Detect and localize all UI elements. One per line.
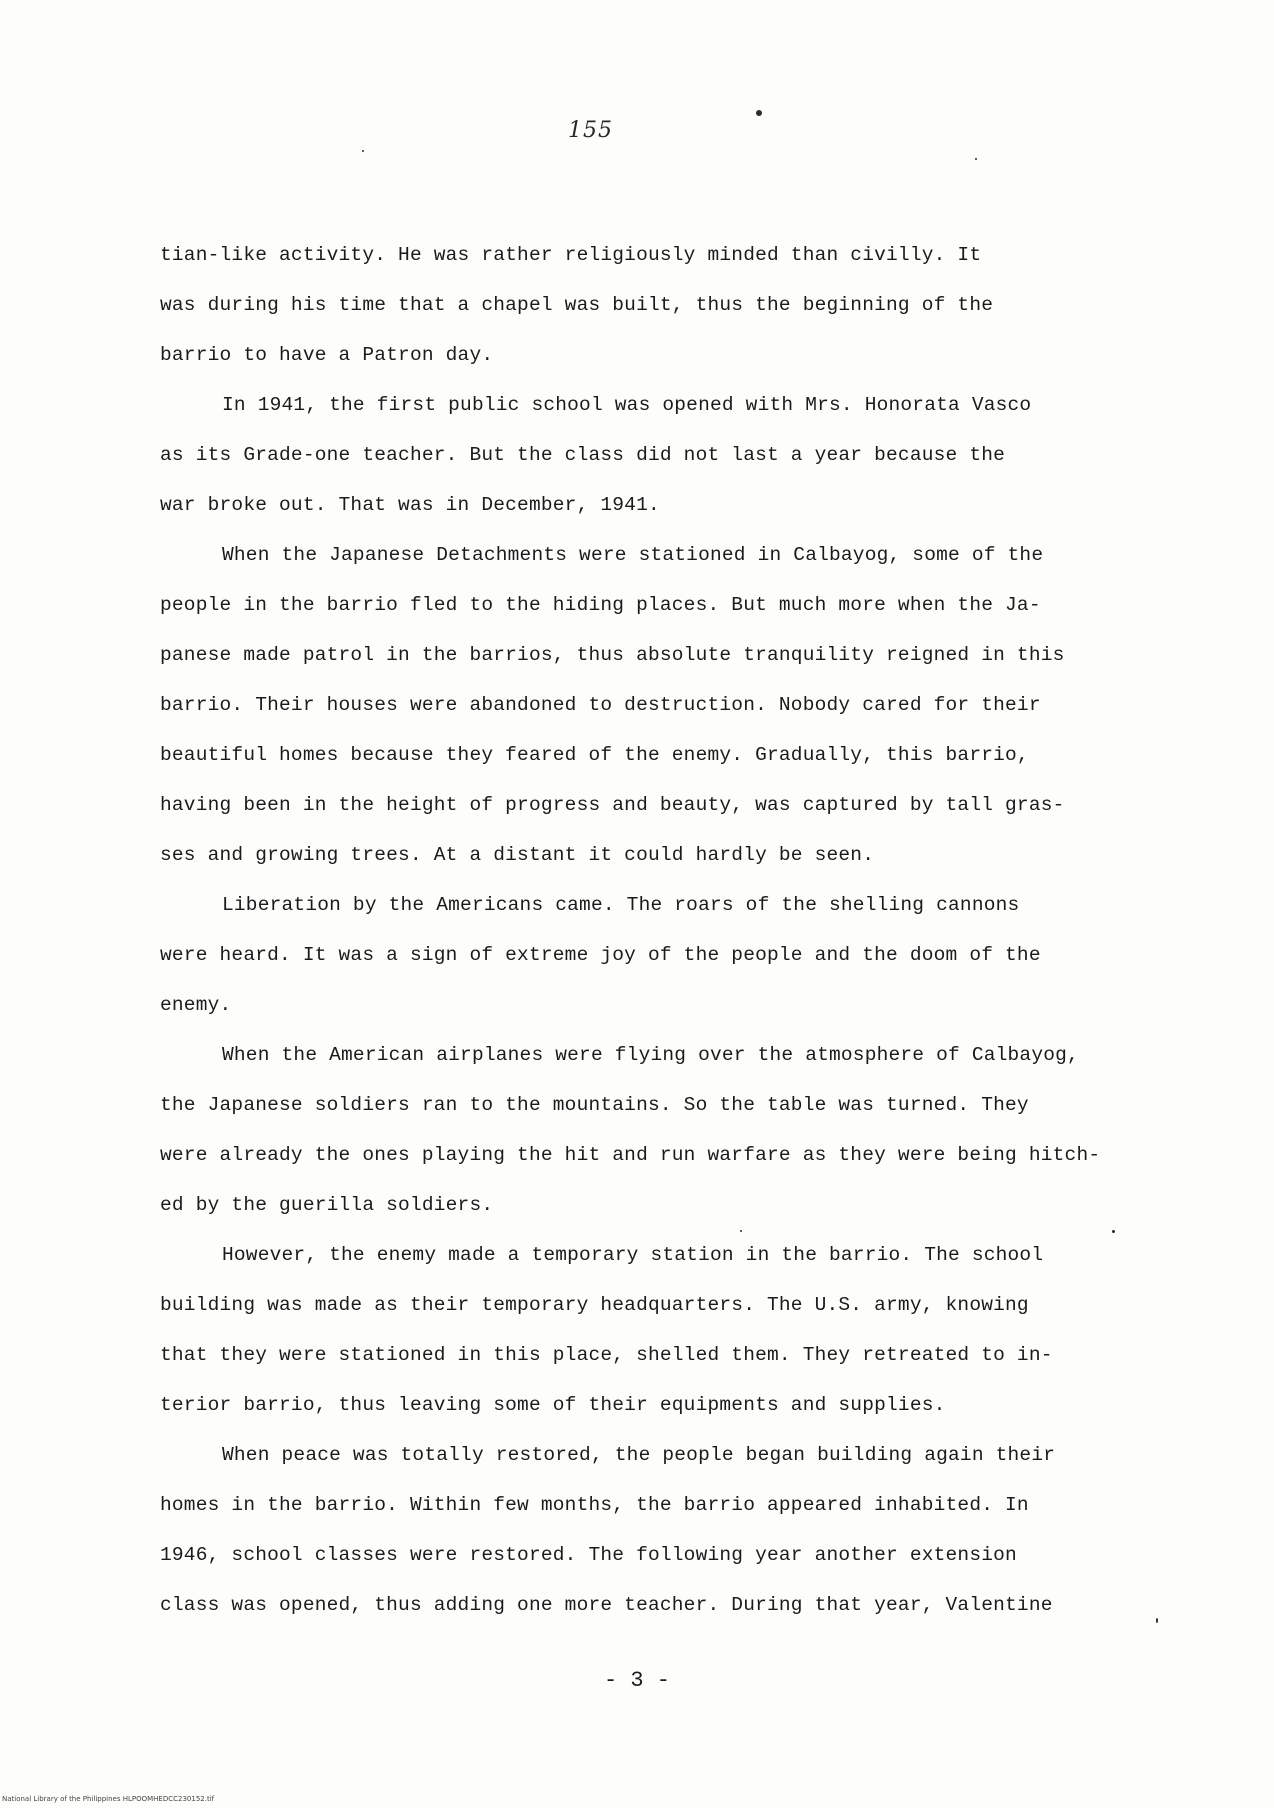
- scan-speck: [1112, 1230, 1115, 1233]
- text-line: the Japanese soldiers ran to the mountains. So the table was turned. They: [160, 1094, 1029, 1116]
- text-line: homes in the barrio. Within few months, the barrio appeared inhabited. In: [160, 1494, 1029, 1516]
- body-text: [160, 230, 1120, 1630]
- text-line: were heard. It was a sign of extreme joy of the people and the doom of the: [160, 944, 1041, 966]
- text-line: panese made patrol in the barrios, thus absolute tranquility reigned in this: [160, 644, 1065, 666]
- scan-footer: National Library of the Philippines HLPOOMHEDCC230152.tif: [2, 1795, 215, 1803]
- text-line: When peace was totally restored, the people began building again their: [222, 1444, 1056, 1466]
- text-line: ed by the guerilla soldiers.: [160, 1194, 494, 1216]
- scan-speck: [1156, 1618, 1158, 1623]
- scan-speck: [362, 150, 364, 152]
- text-line: terior barrio, thus leaving some of their equipments and supplies.: [160, 1394, 946, 1416]
- page-number: - 3 -: [603, 1668, 670, 1693]
- scan-speck: [756, 110, 762, 116]
- text-line: ses and growing trees. At a distant it could hardly be seen.: [160, 844, 875, 866]
- text-line: were already the ones playing the hit and run warfare as they were being hitch-: [160, 1144, 1101, 1166]
- text-line: people in the barrio fled to the hiding places. But much more when the Ja-: [160, 594, 1041, 616]
- text-line: that they were stationed in this place, shelled them. They retreated to in-: [160, 1344, 1053, 1366]
- text-line: In 1941, the first public school was opened with Mrs. Honorata Vasco: [222, 394, 1032, 416]
- scan-speck: [740, 1230, 742, 1232]
- text-line: Liberation by the Americans came. The roars of the shelling cannons: [222, 894, 1020, 916]
- text-line: class was opened, thus adding one more teacher. During that year, Valentine: [160, 1594, 1053, 1616]
- text-line: enemy.: [160, 994, 232, 1016]
- text-line: When the Japanese Detachments were stationed in Calbayog, some of the: [222, 544, 1044, 566]
- text-line: barrio. Their houses were abandoned to destruction. Nobody cared for their: [160, 694, 1041, 716]
- handwritten-page-number: 155: [568, 118, 613, 143]
- text-line: war broke out. That was in December, 1941.: [160, 494, 660, 516]
- text-line: barrio to have a Patron day.: [160, 344, 494, 366]
- text-line: having been in the height of progress and beauty, was captured by tall gras-: [160, 794, 1065, 816]
- text-line: When the American airplanes were flying over the atmosphere of Calbayog,: [222, 1044, 1079, 1066]
- text-line: 1946, school classes were restored. The following year another extension: [160, 1544, 1017, 1566]
- text-line: building was made as their temporary headquarters. The U.S. army, knowing: [160, 1294, 1029, 1316]
- scan-speck: [975, 158, 977, 160]
- text-line: as its Grade-one teacher. But the class did not last a year because the: [160, 444, 1006, 466]
- text-line: tian-like activity. He was rather religiously minded than civilly. It: [160, 244, 982, 266]
- text-line: was during his time that a chapel was built, thus the beginning of the: [160, 294, 994, 316]
- text-line: beautiful homes because they feared of the enemy. Gradually, this barrio,: [160, 744, 1029, 766]
- text-line: However, the enemy made a temporary station in the barrio. The school: [222, 1244, 1044, 1266]
